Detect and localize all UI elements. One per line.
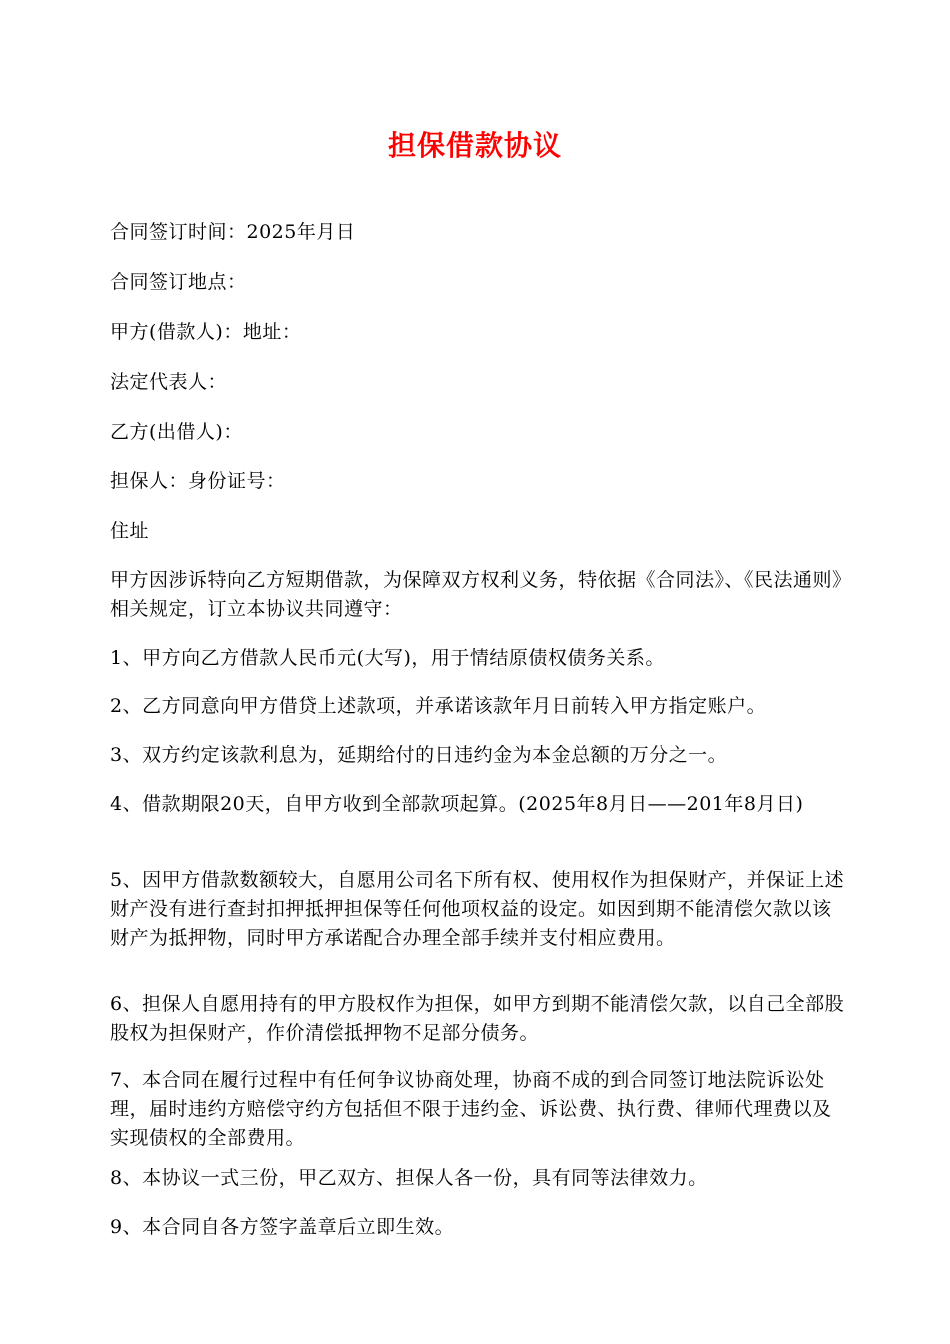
paragraph-clause-5: 5、因甲方借款数额较大，自愿用公司名下所有权、使用权作为担保财产，并保证上述财产没有进行查封扣押抵押担保等任何他项权益的设定。如因到期不能清偿欠款以该财产为抵押物，同时甲方承诺配合办理全部手续并支付相应费用。: [110, 869, 845, 949]
paragraph-clause-3: 3、双方约定该款利息为，延期给付的日违约金为本金总额的万分之一。: [110, 744, 728, 766]
paragraph-clause-8: 8、本协议一式三份，甲乙双方、担保人各一份，具有同等法律效力。: [110, 1167, 708, 1189]
paragraph-clause-2: 2、乙方同意向甲方借贷上述款项，并承诺该款年月日前转入甲方指定账户。: [110, 695, 767, 717]
paragraph-clause-9: 9、本合同自各方签字盖章后立即生效。: [110, 1216, 455, 1238]
paragraph-clause-6: 6、担保人自愿用持有的甲方股权作为担保，如甲方到期不能清偿欠款，以自己全部股股权为担保财产，作价清偿抵押物不足部分债务。: [110, 993, 845, 1044]
paragraph-guarantor: 担保人：身份证号：: [110, 470, 286, 492]
document-title: 担保借款协议: [387, 129, 562, 162]
paragraph-clause-1: 1、甲方向乙方借款人民币元(大写)，用于情结原债权债务关系。: [110, 647, 665, 669]
paragraph-address: 住址: [110, 520, 150, 542]
paragraph-clause-7: 7、本合同在履行过程中有任何争议协商处理，协商不成的到合同签订地法院诉讼处理，届时违约方赔偿守约方包括但不限于违约金、诉讼费、执行费、律师代理费以及实现债权的全部费用。: [110, 1069, 832, 1149]
paragraph-preamble: 甲方因涉诉特向乙方短期借款，为保障双方权利义务，特依据《合同法》、《民法通则》相关规定，订立本协议共同遵守：: [110, 569, 843, 620]
paragraph-sign-place: 合同签订地点：: [110, 271, 247, 293]
paragraph-sign-time: 合同签订时间：2025年月日: [110, 221, 356, 243]
paragraph-party-a: 甲方(借款人)：地址：: [110, 321, 302, 343]
paragraph-party-b: 乙方(出借人)：: [110, 421, 243, 443]
paragraph-legal-rep: 法定代表人：: [110, 371, 228, 393]
paragraph-clause-4: 4、借款期限20天，自甲方收到全部款项起算。(2025年8月日——201年8月日): [110, 793, 804, 815]
